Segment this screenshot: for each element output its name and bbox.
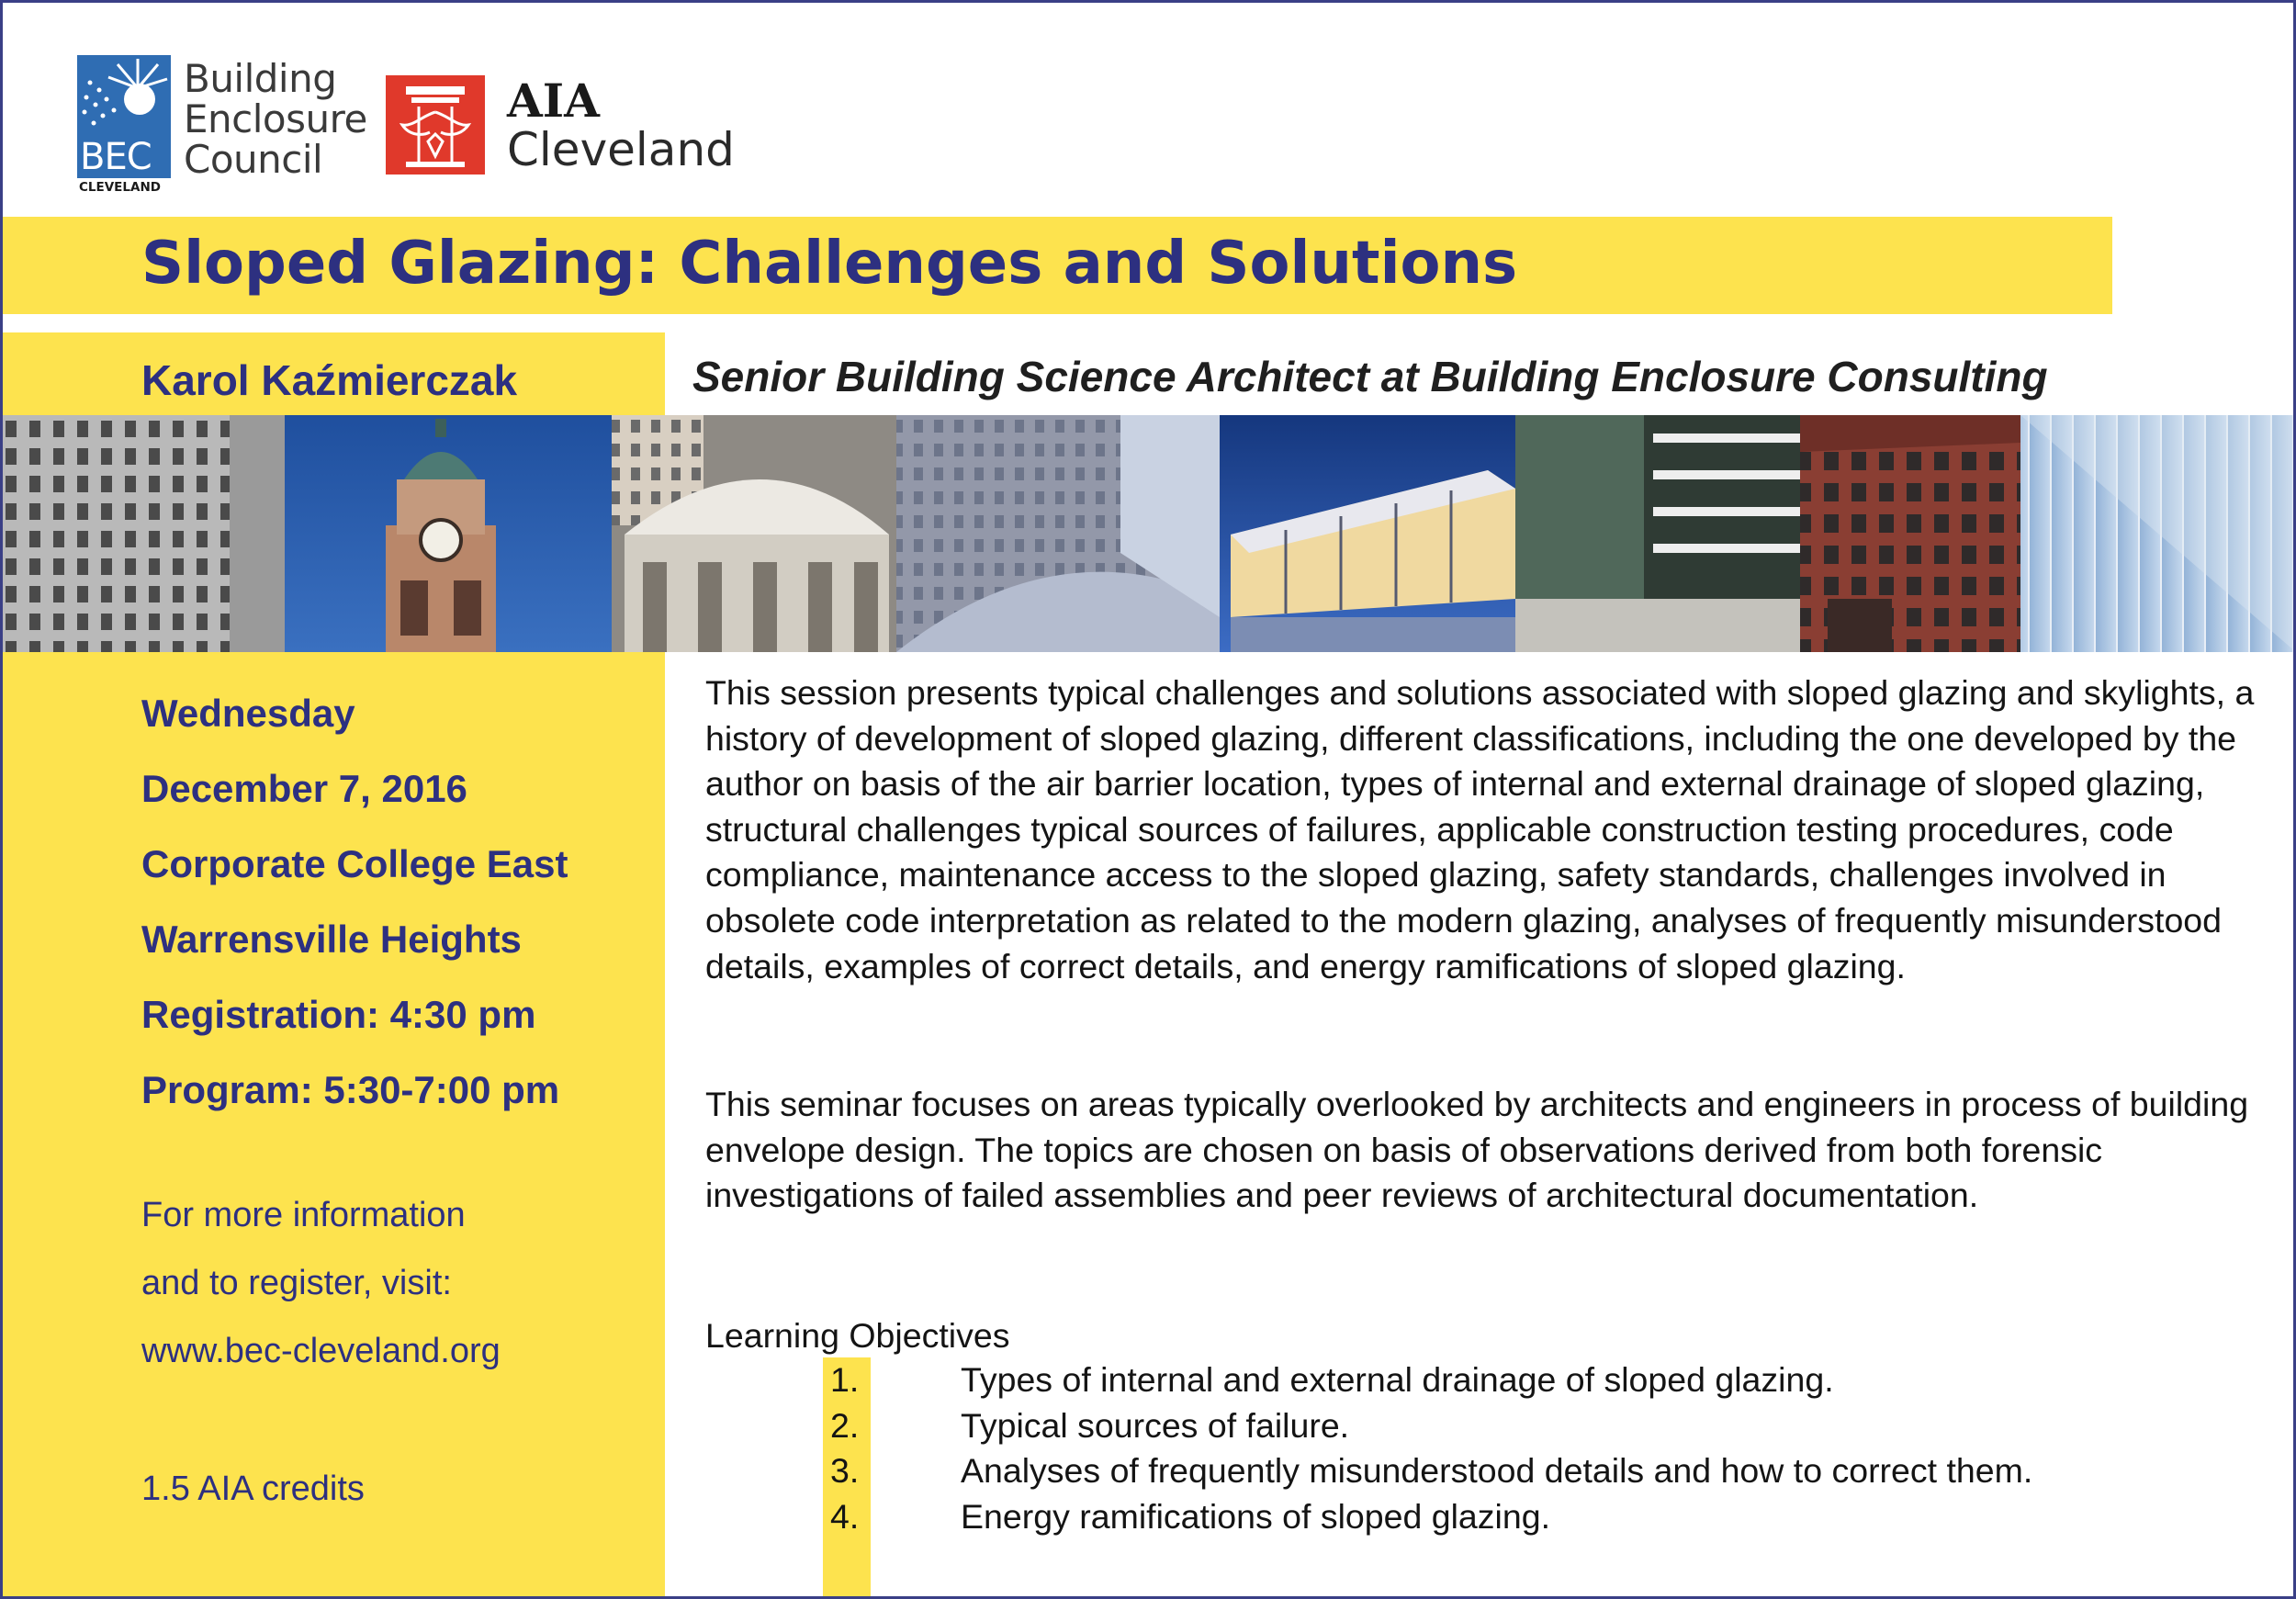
page-title: Sloped Glazing: Challenges and Solutions: [141, 230, 1518, 298]
speaker-role: Senior Building Science Architect at Building Enclosure Consulting: [692, 353, 2048, 400]
aia-city: Cleveland: [507, 123, 735, 176]
bec-logo: [77, 55, 367, 193]
list-item: [0, 1448, 2296, 1494]
building-photo-strip: [0, 415, 2296, 652]
event-details: [141, 676, 656, 1128]
bec-sun-icon: [77, 55, 171, 193]
bec-monogram: BEC: [80, 136, 152, 178]
more-info: [141, 1181, 656, 1385]
list-item-number: 3.: [830, 1451, 860, 1491]
aia-credits: 1.5 AIA credits: [141, 1470, 365, 1508]
list-item-number: 1.: [830, 1360, 860, 1399]
learning-objectives-heading: Learning Objectives: [705, 1316, 1010, 1355]
list-item-text: Typical sources of failure.: [961, 1405, 1350, 1445]
aia-logo: [386, 75, 735, 176]
speaker-name: Karol Kaźmierczak: [141, 356, 518, 404]
register-link[interactable]: www.bec-cleveland.org: [141, 1332, 501, 1370]
description-paragraph-2: This seminar focuses on areas typically overlooked by architects and engineers in process of building envelope design. The topics are chosen on basis of observations derived from both forensic investigations of failed assemblies and peer reviews of architectural documentation.: [705, 1085, 2249, 1215]
description-text: This session presents typical challenges and solutions associated with sloped glazing and skylights, a history of development of sloped glazing, different classifications, including the one developed by the author on basis of the air barrier location, types of internal and external drainage of sloped glazing, structural challenges typical sources of failures, applicable construction testing procedures, code compliance, maintenance access to the sloped glazing, safety standards, challenges involved in obsolete code interpretation as related to the modern glazing, analyses of frequently misunderstood details, examples of correct details, and energy ramifications of sloped glazing.: [705, 673, 2255, 985]
list-item-text: Analyses of frequently misunderstood details and how to correct them.: [961, 1451, 2033, 1491]
list-item: [0, 1403, 2296, 1449]
list-item-number: 4.: [830, 1496, 860, 1536]
event-date: December 7, 2016: [141, 767, 467, 810]
bec-word: Building: [184, 56, 337, 101]
event-city: Warrensville Heights: [141, 918, 522, 961]
event-day: Wednesday: [141, 692, 355, 735]
event-venue: Corporate College East: [141, 842, 568, 885]
list-item: [0, 1357, 2296, 1403]
list-item-text: Energy ramifications of sloped glazing.: [961, 1496, 1551, 1536]
learning-objectives-list: [0, 1357, 2296, 1539]
event-program-time: Program: 5:30-7:00 pm: [141, 1068, 560, 1111]
info-line: For more information: [141, 1196, 466, 1234]
bec-wordmark: [184, 56, 367, 182]
description-paragraph-1: [705, 670, 2267, 989]
event-registration-time: Registration: 4:30 pm: [141, 993, 536, 1036]
bec-word: Council: [184, 137, 323, 182]
info-line: and to register, visit:: [141, 1264, 452, 1302]
bec-word: Enclosure: [184, 96, 367, 141]
list-item: [0, 1494, 2296, 1540]
aia-name: AIA: [507, 73, 600, 128]
aia-eagle-column-icon: [386, 75, 485, 175]
list-item-text: Types of internal and external drainage of sloped glazing.: [961, 1360, 1834, 1399]
bec-sublabel: CLEVELAND: [79, 180, 161, 193]
list-item-number: 2.: [830, 1405, 860, 1445]
